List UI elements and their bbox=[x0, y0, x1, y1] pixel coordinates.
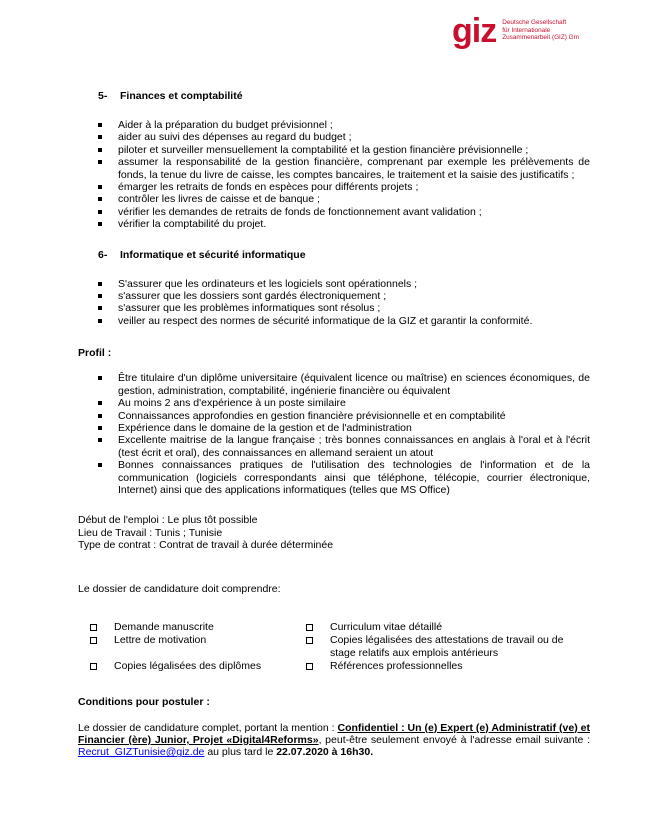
list-item: piloter et surveiller mensuellement la comptabilité et la gestion financière prévisionnelle ; bbox=[78, 144, 590, 156]
section-title: Informatique et sécurité informatique bbox=[120, 248, 306, 261]
list-item: Être titulaire d'un diplôme universitaire (équivalent licence ou maîtrise) en sciences économiques, de gestion, administration, comptabilité, ingénierie financière ou équivalent bbox=[78, 372, 590, 397]
conditions-text: Le dossier de candidature complet, portant la mention : Confidentiel : Un (e) Expert (e) Administratif (ve) et Financier (ère) Junior, Projet «Digital4Reforms», peut-être seulement envoyé à l'adresse email suivante : Recrut_GIZTunisie@giz.de au plus tard le 22.07.2020 à 16h30. bbox=[78, 721, 590, 759]
section-6-heading bbox=[98, 249, 590, 261]
logo-line: Deutsche Gesellschaft bbox=[502, 19, 567, 26]
list-item: contrôler les livres de caisse et de banque ; bbox=[78, 193, 590, 205]
job-contract: Type de contrat : Contrat de travail à durée déterminée bbox=[78, 539, 334, 552]
logo-line: Zusammenarbeit (GIZ) Gm bbox=[502, 34, 579, 42]
list-item: vérifier la comptabilité du projet. bbox=[78, 218, 590, 230]
list-item: Bonnes connaissances pratiques de l'utilisation des technologies de l'information et de la communication (logiciels correspondants ainsi que téléphone, télécopie, courrier électronique, Internet) ainsi que des applications informatiques (telles que MS Office) bbox=[78, 459, 590, 496]
list-item: s'assurer que les problèmes informatiques sont résolus ; bbox=[78, 302, 590, 314]
list-item: Références professionnelles bbox=[294, 660, 590, 672]
profil-list bbox=[78, 372, 590, 496]
list-item: S'assurer que les ordinateurs et les logiciels sont opérationnels ; bbox=[78, 278, 590, 290]
job-location: Lieu de Travail : Tunis ; Tunisie bbox=[78, 526, 223, 539]
job-start: Début de l'emploi : Le plus tôt possible bbox=[78, 514, 258, 527]
list-item: Excellente maitrise de la langue française ; très bonnes connaissances en anglais à l'oral et à l'écrit (test écrit et oral), des connaissances en allemand seraient un atout bbox=[78, 434, 590, 459]
mention: Confidentiel : Un (e) Expert (e) Administratif (ve) et Financier (ère) Junior, Projet «Digital4Reforms» bbox=[78, 721, 590, 746]
list-item: Au moins 2 ans d'expérience à un poste similaire bbox=[78, 397, 590, 409]
list-item: Aider à la préparation du budget prévisionnel ; bbox=[78, 119, 590, 131]
logo-line: für Internationale bbox=[502, 26, 551, 34]
list-item: s'assurer que les dossiers sont gardés électroniquement ; bbox=[78, 290, 590, 302]
list-item: Lettre de motivation bbox=[78, 634, 294, 659]
list-item: aider au suivi des dépenses au regard du budget ; bbox=[78, 131, 590, 143]
deadline: 22.07.2020 à 16h30. bbox=[276, 746, 374, 759]
list-item: Connaissances approfondies en gestion financière prévisionnelle et en comptabilité bbox=[78, 410, 590, 422]
section-number: 6- bbox=[98, 248, 108, 261]
list-item: assumer la responsabilité de la gestion financière, comprenant par exemple les prélèvements de fonds, la tenue du livre de caisse, les comptes bancaires, le traitement et la saisie des justificatifs ; bbox=[78, 156, 590, 181]
conditions-heading: Conditions pour postuler : bbox=[78, 695, 210, 708]
dossier-intro: Le dossier de candidature doit comprendre: bbox=[78, 582, 281, 595]
list-item: Expérience dans le domaine de la gestion et de l'administration bbox=[78, 422, 590, 434]
email-link[interactable]: Recrut_GIZTunisie@giz.de bbox=[78, 746, 205, 759]
section-5-heading bbox=[98, 90, 590, 102]
finance-list bbox=[78, 119, 590, 231]
document-body bbox=[78, 90, 590, 759]
list-item: Curriculum vitae détaillé bbox=[294, 621, 590, 633]
job-info bbox=[78, 514, 590, 551]
list-item: Copies légalisées des diplômes bbox=[78, 660, 294, 672]
list-item: vérifier les demandes de retraits de fonds de fonctionnement avant validation ; bbox=[78, 206, 590, 218]
giz-logo-text bbox=[502, 19, 579, 42]
list-item: Copies légalisées des attestations de travail ou de stage relatifs aux emplois antérieurs bbox=[294, 634, 590, 659]
dossier-list bbox=[78, 621, 590, 673]
section-number: 5- bbox=[98, 90, 108, 102]
list-item: Demande manuscrite bbox=[78, 621, 294, 633]
list-item: veiller au respect des normes de sécurité informatique de la GIZ et garantir la conformité. bbox=[78, 315, 590, 327]
giz-logo bbox=[452, 12, 579, 50]
list-item: émarger les retraits de fonds en espèces pour différents projets ; bbox=[78, 181, 590, 193]
section-title: Finances et comptabilité bbox=[120, 90, 243, 102]
giz-logo-mark: giz bbox=[452, 12, 497, 50]
profil-heading: Profil : bbox=[78, 347, 112, 360]
it-list bbox=[78, 278, 590, 328]
